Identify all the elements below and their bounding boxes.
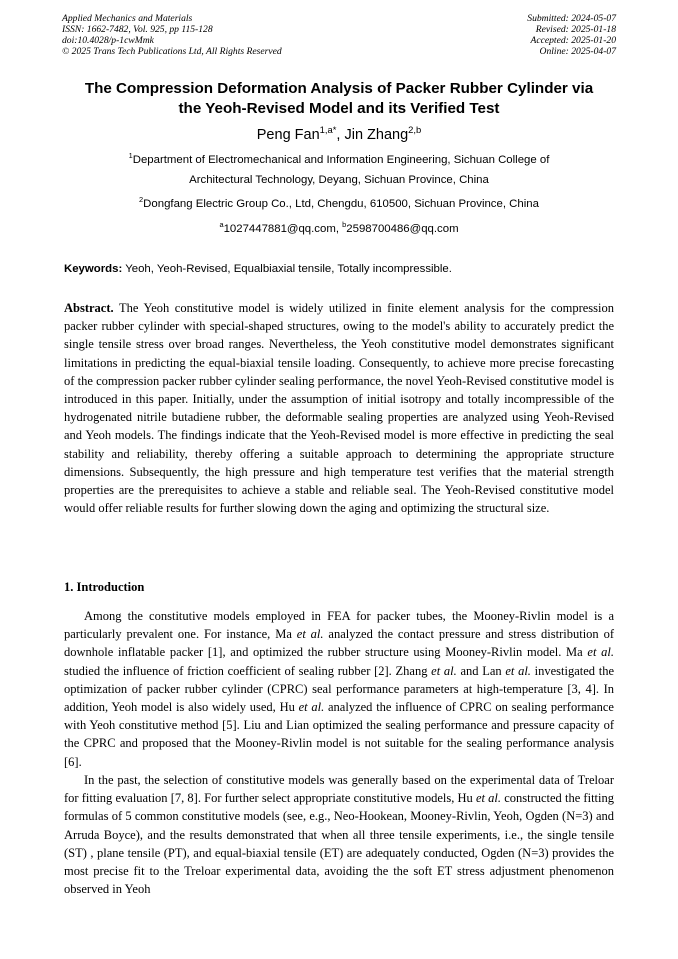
email-a-sup: a: [219, 220, 224, 230]
abstract-label: Abstract.: [64, 301, 114, 315]
paper-title: [40, 79, 638, 119]
dates-header: [527, 13, 616, 57]
keywords: [64, 260, 624, 278]
journal-name: Applied Mechanics and Materials: [62, 13, 193, 24]
para1-etal-3: et al.: [431, 663, 457, 678]
para1-etal-1: et al.: [296, 627, 324, 642]
author-list: [40, 126, 638, 144]
title-line-2: the Yeoh-Revised Model and its Verified Test: [178, 100, 500, 117]
para1-text-3: studied the influence of friction coefficient of sealing rubber [2]. Zhang: [64, 663, 432, 678]
affiliation-2: [40, 194, 638, 214]
para1-etal-4: et al.: [505, 663, 531, 678]
title-line-1: The Compression Deformation Analysis of Packer Rubber Cylinder via: [84, 80, 594, 97]
affiliation-1-line-2: Architectural Technology, Deyang, Sichuan Province, China: [189, 174, 489, 186]
author-2-sup: 2,b: [408, 124, 422, 136]
journal-header: [62, 13, 282, 57]
date-online: Online: 2025-04-07: [539, 46, 616, 57]
affiliation-1-sup: 1: [128, 151, 133, 161]
para1-text-5: investigated the optimization of packer rubber cylinder (CPRC) seal performance parameters at high-temperature [3, 4]. In addition, Yeoh model is also widely used, Hu: [64, 663, 615, 715]
email-separator: ,: [335, 223, 343, 235]
email-b-sup: b: [342, 220, 347, 230]
intro-paragraph-2: [64, 771, 614, 898]
author-2-name: Jin Zhang: [344, 127, 409, 143]
para2-text-1: In the past, the selection of constitutive models was generally based on the experimental data of Treloar for fitting evaluation [7, 8]. For further select appropriate constitutive models, Hu: [64, 773, 614, 806]
date-accepted: Accepted: 2025-01-20: [530, 35, 616, 46]
para1-text-2: analyzed the contact pressure and stress distribution of downhole inflatable packer [1], and optimized the rubber structure using Mooney-Rivlin model. Ma: [64, 627, 614, 660]
keywords-label: Keywords:: [64, 263, 123, 275]
abstract: [64, 299, 614, 517]
section-1-heading: 1. Introduction: [64, 580, 145, 594]
para1-text-4: and Lan: [456, 663, 506, 678]
author-emails: [40, 219, 638, 239]
affiliation-1: [40, 150, 638, 190]
para1-etal-5: et al.: [298, 700, 325, 715]
keywords-text: Yeoh, Yeoh-Revised, Equalbiaxial tensile, Totally incompressible.: [122, 263, 452, 275]
journal-copyright: © 2025 Trans Tech Publications Ltd, All Rights Reserved: [62, 46, 282, 57]
date-revised: Revised: 2025-01-18: [535, 24, 616, 35]
affiliation-2-sup: 2: [139, 195, 144, 205]
author-1-name: Peng Fan: [256, 127, 320, 143]
para1-etal-2: et al.: [587, 645, 614, 660]
para2-etal-1: et al.: [475, 791, 502, 806]
affiliation-1-line-1: Department of Electromechanical and Information Engineering, Sichuan College of: [132, 154, 550, 166]
intro-paragraph-1: [64, 607, 614, 771]
author-1-sup: 1,a*: [319, 124, 337, 136]
email-b[interactable]: 2598700486@qq.com: [346, 223, 459, 235]
date-submitted: Submitted: 2024-05-07: [527, 13, 616, 24]
journal-doi: doi:10.4028/p-1cwMmk: [62, 35, 154, 46]
para1-text-6: analyzed the influence of CPRC on sealing performance with Yeoh constitutive method [5]. Liu and Lian optimized the sealing performance and pressure capacity of the CPRC and proposed that the Mooney-Rivlin model is not suitable for the sealing performance analysis [6].: [64, 700, 614, 769]
email-a[interactable]: 1027447881@qq.com: [223, 223, 336, 235]
journal-issn: ISSN: 1662-7482, Vol. 925, pp 115-128: [62, 24, 213, 35]
para1-text-1: Among the constitutive models employed in FEA for packer tubes, the Mooney-Rivlin model is a particularly prevalent one. For instance, Ma: [64, 609, 614, 642]
author-separator: ,: [336, 127, 345, 143]
para2-text-2: constructed the fitting formulas of 5 common constitutive models (see, e.g., Neo-Hookean, Mooney-Rivlin, Yeoh, Ogden (N=3) and Arruda Boyce), and the results demonstrated that when all three tensile experiments, i.e., the single tensile (ST) , plane tensile (PT), and equal-biaxial tensile (ET) are adequately conducted, Ogden (N=3) provides the most precise fit to the Treloar experimental data, avoiding the the soft ET stress adjustment phenomenon observed in Yeoh: [64, 791, 614, 897]
abstract-text: The Yeoh constitutive model is widely utilized in finite element analysis for the compression packer rubber cylinder with special-shaped structures, owing to the model's ability to accurately predict the single tensile stress over broad ranges. Nevertheless, the Yeoh constitutive model demonstrates significant limitations in predicting the equal-biaxial tensile loading. Consequently, to achieve more precise forecasting of the compression packer rubber cylinder sealing performance, the novel Yeoh-Revised constitutive model is introduced in this paper. Initially, under the assumption of initial isotropy and totally incompressible of the hydrogenated nitrile butadiene rubber, the deformable sealing properties are analyzed using Yeoh-Revised and Yeoh models. The findings indicate that the Yeoh-Revised model is more effective in predicting the seal stability and reliability, thereby offering a suitable approach to determining the appropriate structure dimensions. Subsequently, the high pressure and high temperature test verifies that the material strength properties are the prerequisites to achieve a stable and reliable seal. The Yeoh-Revised constitutive model would offer reliable results for further slowing down the aging and optimizing the structural size.: [64, 301, 614, 516]
affiliation-2-text: Dongfang Electric Group Co., Ltd, Chengdu, 610500, Sichuan Province, China: [143, 198, 539, 210]
